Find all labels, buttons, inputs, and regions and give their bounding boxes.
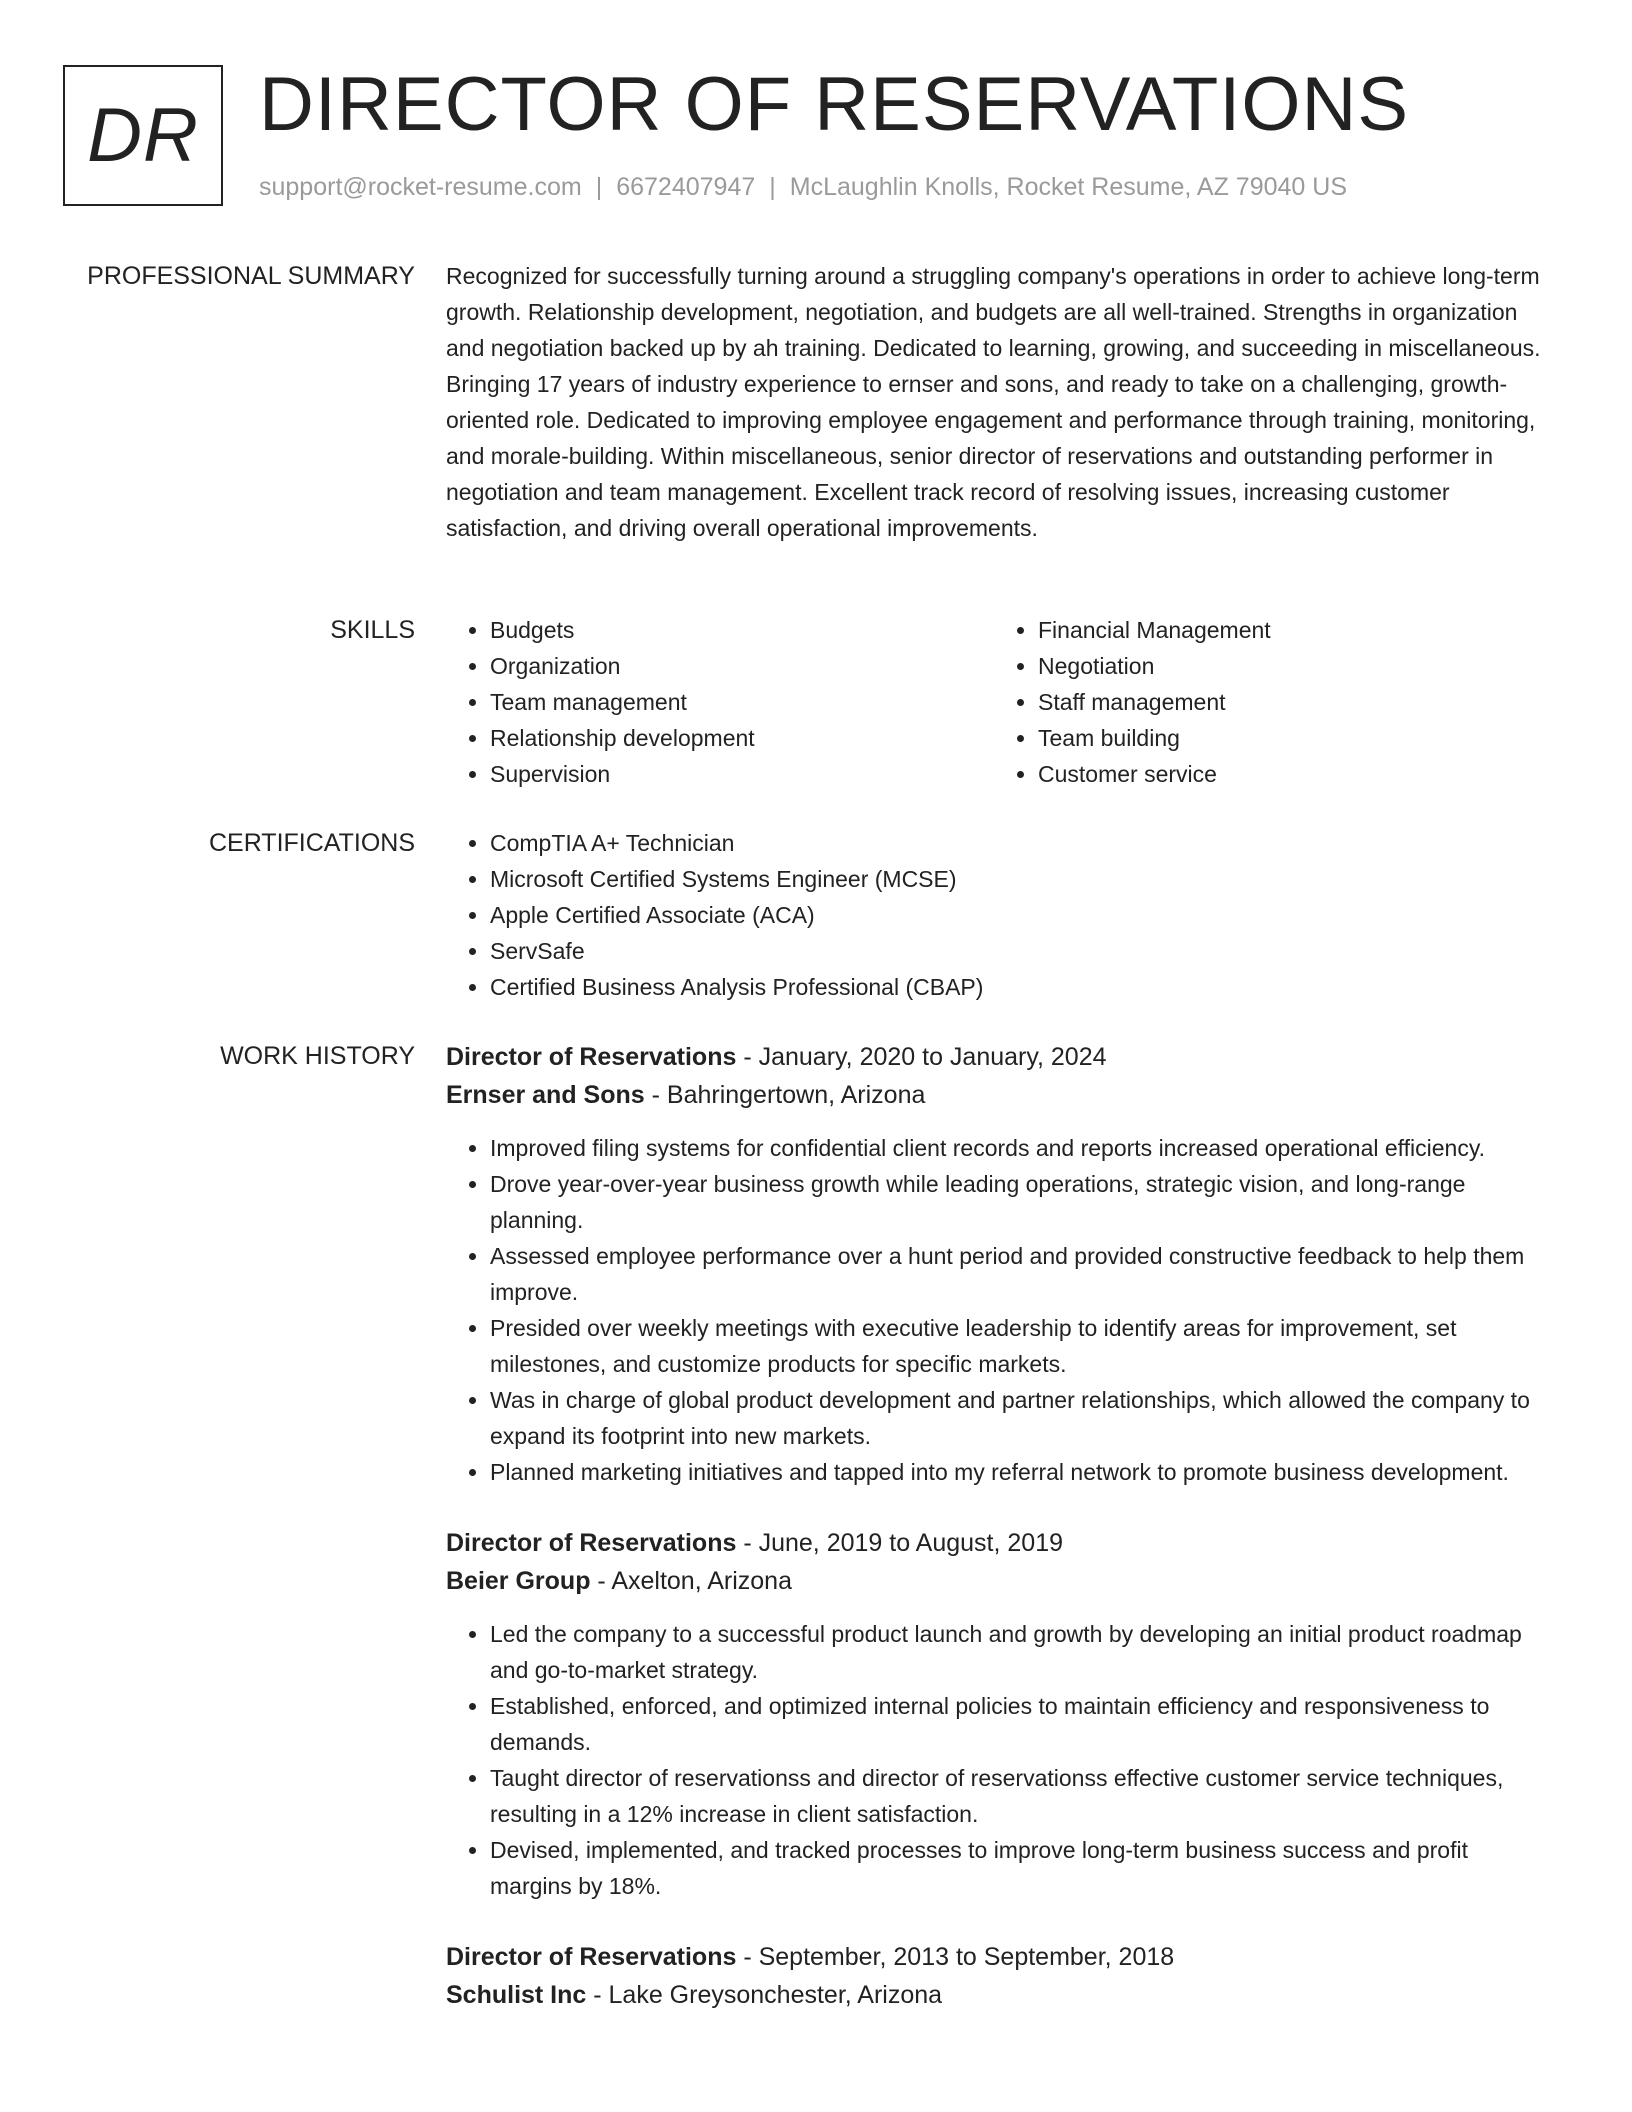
job-title: Director of Reservations — [446, 1529, 737, 1557]
section-label-summary: PROFESSIONAL SUMMARY — [87, 262, 415, 290]
contact-line — [259, 173, 1347, 202]
skills-column-right — [994, 612, 1542, 792]
contact-address: McLaughlin Knolls, Rocket Resume, AZ 79040 US — [789, 173, 1347, 201]
job-location: - Bahringertown, Arizona — [644, 1081, 926, 1109]
job-bullet: • Established, enforced, and optimized internal policies to maintain efficiency and responsiveness to demands. — [490, 1688, 1556, 1760]
job-title: Director of Reservations — [446, 1943, 737, 1971]
job-dates: - June, 2019 to August, 2019 — [736, 1529, 1064, 1557]
job-bullet: • Presided over weekly meetings with executive leadership to identify areas for improvement, set milestones, and customize products for specific markets. — [490, 1310, 1556, 1382]
certification-item: • Microsoft Certified Systems Engineer (MCSE) — [490, 861, 1556, 897]
skill-item: • Supervision — [490, 756, 994, 792]
skill-item: • Team management — [490, 684, 994, 720]
skill-item: • Staff management — [1038, 684, 1542, 720]
job-title-line — [446, 1038, 1556, 1076]
job-bullet: • Assessed employee performance over a hunt period and provided constructive feedback to help them improve. — [490, 1238, 1556, 1310]
job-company-line — [446, 1562, 1556, 1600]
job-title-line — [446, 1524, 1556, 1562]
job-bullet: • Improved filing systems for confidential client records and reports increased operational efficiency. — [490, 1130, 1556, 1166]
certifications-body — [446, 825, 1556, 1005]
skill-item: • Organization — [490, 648, 994, 684]
job-company: Ernser and Sons — [446, 1081, 645, 1109]
job-location: - Lake Greysonchester, Arizona — [586, 1981, 943, 2009]
job-location: - Axelton, Arizona — [590, 1567, 792, 1595]
job-bullet: • Devised, implemented, and tracked processes to improve long-term business success and profit margins by 18%. — [490, 1832, 1556, 1904]
job-title-line — [446, 1938, 1556, 1976]
summary-text: Recognized for successfully turning around a struggling company's operations in order to achieve long-term growth. Relationship development, negotiation, and budgets are all well-trained. Strengths in organization and negotiation backed up by ah training. Dedicated to learning, growing, and succeeding in miscellaneous. Bringing 17 years of industry experience to ernser and sons, and ready to take on a challenging, growth-oriented role. Dedicated to improving employee engagement and performance through training, monitoring, and morale-building. Within miscellaneous, senior director of reservations and outstanding performer in negotiation and team management. Excellent track record of resolving issues, increasing customer satisfaction, and driving overall operational improvements. — [446, 263, 1541, 541]
job-entry — [446, 1938, 1556, 2014]
job-company: Beier Group — [446, 1567, 591, 1595]
job-dates: - September, 2013 to September, 2018 — [736, 1943, 1175, 1971]
skills-list-right — [994, 612, 1542, 792]
job-bullets — [446, 1616, 1556, 1904]
work-history-body — [446, 1038, 1556, 2048]
certification-item: • CompTIA A+ Technician — [490, 825, 1556, 861]
skill-item: • Financial Management — [1038, 612, 1542, 648]
skill-item: • Team building — [1038, 720, 1542, 756]
job-entry — [446, 1524, 1556, 1904]
certification-item: • Certified Business Analysis Professional (CBAP) — [490, 969, 1556, 1005]
job-bullet: • Drove year-over-year business growth while leading operations, strategic vision, and long-range planning. — [490, 1166, 1556, 1238]
job-company-line — [446, 1076, 1556, 1114]
job-bullets — [446, 1130, 1556, 1490]
certification-item: • Apple Certified Associate (ACA) — [490, 897, 1556, 933]
contact-separator: | — [595, 173, 603, 201]
skill-item: • Relationship development — [490, 720, 994, 756]
job-bullet: • Taught director of reservationss and director of reservationss effective customer service techniques, resulting in a 12% increase in client satisfaction. — [490, 1760, 1556, 1832]
job-title: Director of Reservations — [446, 1043, 737, 1071]
contact-phone: 6672407947 — [616, 173, 756, 201]
contact-separator: | — [769, 173, 776, 201]
job-bullet: • Planned marketing initiatives and tapped into my referral network to promote business development. — [490, 1454, 1556, 1490]
skill-item: • Budgets — [490, 612, 994, 648]
skills-grid — [446, 612, 1556, 792]
monogram-badge: DR — [63, 65, 223, 206]
page-title: DIRECTOR OF RESERVATIONS — [259, 62, 1410, 147]
job-entry — [446, 1038, 1556, 1490]
job-bullet: • Was in charge of global product development and partner relationships, which allowed the company to expand its footprint into new markets. — [490, 1382, 1556, 1454]
section-label-skills: SKILLS — [330, 616, 415, 644]
job-bullet: • Led the company to a successful product launch and growth by developing an initial product roadmap and go-to-market strategy. — [490, 1616, 1556, 1688]
job-company: Schulist Inc — [446, 1981, 587, 2009]
skills-column-left — [446, 612, 994, 792]
resume-header — [63, 62, 1563, 215]
job-dates: - January, 2020 to January, 2024 — [736, 1043, 1107, 1071]
skill-item: • Negotiation — [1038, 648, 1542, 684]
contact-email: support@rocket-resume.com — [259, 173, 582, 201]
section-label-work-history: WORK HISTORY — [220, 1042, 415, 1070]
skills-list-left — [446, 612, 994, 792]
certification-item: • ServSafe — [490, 933, 1556, 969]
summary-body — [446, 258, 1556, 546]
job-company-line — [446, 1976, 1556, 2014]
certifications-list — [446, 825, 1556, 1005]
skills-body — [446, 612, 1556, 792]
section-label-certifications: CERTIFICATIONS — [208, 829, 415, 857]
skill-item: • Customer service — [1038, 756, 1542, 792]
